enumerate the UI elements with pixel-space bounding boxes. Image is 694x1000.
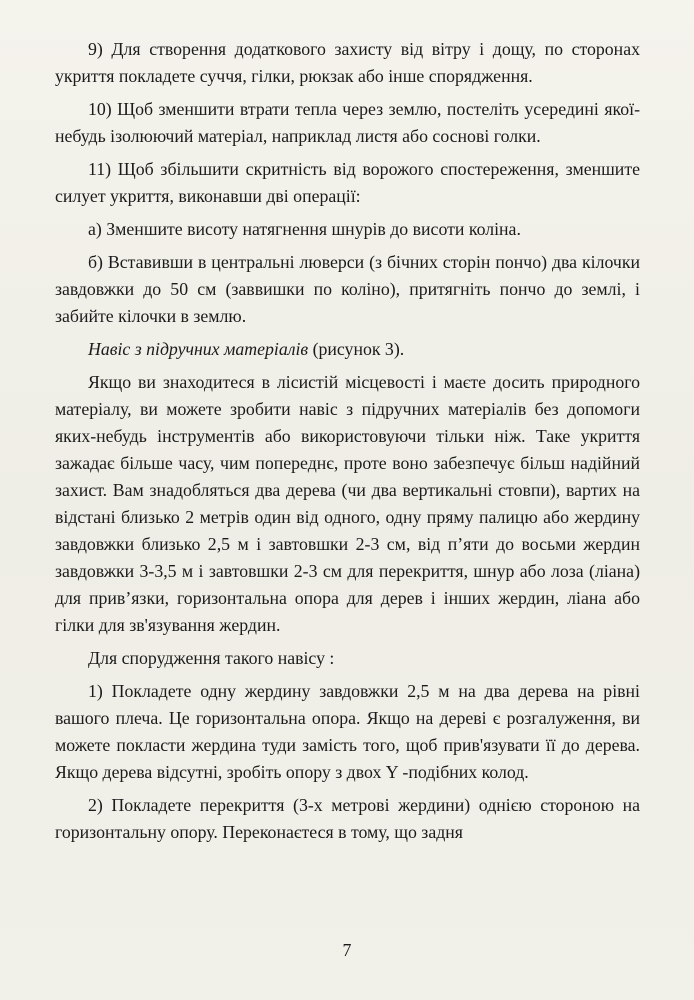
section-heading <box>55 336 640 363</box>
paragraph-construction-intro: Для спорудження такого навісу : <box>88 648 335 668</box>
paragraph-step-11b: б) Вставивши в центральні люверси (з бічних сторін пончо) два кілочки завдовжки до 50 см (заввишки по коліно), притягніть пончо до землі, і забийте кілочки в землю. <box>55 252 640 326</box>
document-page <box>55 36 640 846</box>
paragraph-shelter-description: Якщо ви знаходитеся в лісистій місцевості і маєте досить природного матеріалу, ви можете зробити навіс з підручних матеріалів без допомоги яких-небудь інструментів або використовуючи тільки ніж. Таке укриття зажадає більше часу, чим попереднє, проте воно забезпечує більш надійний захист. Вам знадобляться два дерева (чи два вертикальні стовпи), вартих на відстані близько 2 метрів один від одного, одну пряму палицю або жердину завдовжки близько 2,5 м і завтовшки 2-3 см, від п’яти до восьми жердин завдовжки 3-3,5 м і завтовшки 2-3 см для перекриття, шнур або лоза (ліана) для прив’язки, горизонтальна опора для дерев і інших жердин, ліана або гілки для зв'язування жердин. <box>55 372 640 635</box>
paragraph-step-11: 11) Щоб збільшити скритність від ворожого спостереження, зменшите силует укриття, виконавши дві операції: <box>55 159 640 206</box>
paragraph-step-11a: а) Зменшите висоту натягнення шнурів до висоти коліна. <box>88 219 521 239</box>
section-title: Навіс з підручних матеріалів <box>88 339 309 359</box>
paragraph-construction-step-1: 1) Покладете одну жердину завдовжки 2,5 м на два дерева на рівні вашого плеча. Це горизонтальна опора. Якщо на дереві є розгалуження, ви можете покласти жердина туди замість того, щоб прив'язувати її до дерева. Якщо дерева відсутні, зробіть опору з двох Y -подібних колод. <box>55 681 640 782</box>
paragraph-step-10: 10) Щоб зменшити втрати тепла через землю, постеліть усередині якої-небудь ізолюючий матеріал, наприклад листя або соснові голки. <box>55 99 640 146</box>
page-number: 7 <box>342 940 352 960</box>
section-figure-note: (рисунок 3). <box>308 339 405 359</box>
paragraph-construction-step-2: 2) Покладете перекриття (3-х метрові жердини) однією стороною на горизонтальну опору. Переконаєтеся в тому, що задня <box>55 795 640 842</box>
paragraph-step-9: 9) Для створення додаткового захисту від вітру і дощу, по сторонах укриття покладете суччя, гілки, рюкзак або інше спорядження. <box>55 39 640 86</box>
